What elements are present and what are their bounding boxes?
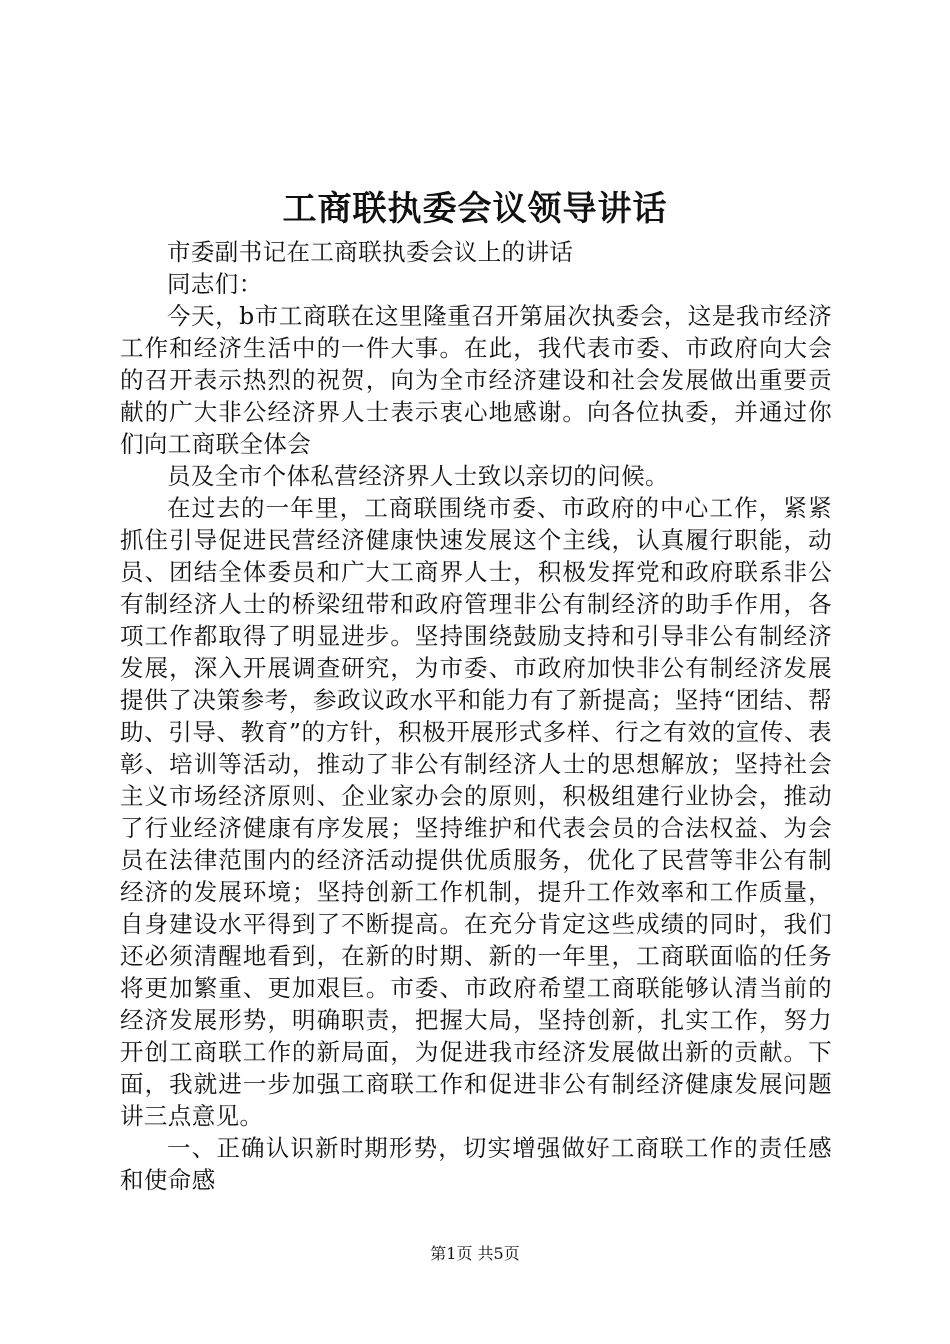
- speech-subtitle: 市委副书记在工商联执委会议上的讲话: [167, 238, 574, 266]
- document-body: [120, 236, 832, 1196]
- paragraph-3: 在过去的一年里，工商联围绕市委、市政府的中心工作，紧紧抓住引导促进民营经济健康快速发展这个主线，认真履行职能，动员、团结全体委员和广大工商界人士，积极发挥党和政府联系非公有制经济人士的桥梁纽带和政府管理非公有制经济的助手作用，各项工作都取得了明显进步。坚持围绕鼓励支持和引导非公有制经济发展，深入开展调查研究，为市委、市政府加快非公有制经济发展提供了决策参考，参政议政水平和能力有了新提高；坚持“团结、帮助、引导、教育”的方针，积极开展形式多样、行之有效的宣传、表彰、培训等活动，推动了非公有制经济人士的思想解放；坚持社会主义市场经济原则、企业家办会的原则，积极组建行业协会，推动了行业经济健康有序发展；坚持维护和代表会员的合法权益、为会员在法律范围内的经济活动提供优质服务，优化了民营等非公有制经济的发展环境；坚持创新工作机制，提升工作效率和工作质量，自身建设水平得到了不断提高。在充分肯定这些成绩的同时，我们还必须清醒地看到，在新的时期、新的一年里，工商联面临的任务将更加繁重、更加艰巨。市委、市政府希望工商联能够认清当前的经济发展形势，明确职责，把握大局，坚持创新，扎实工作，努力开创工商联工作的新局面，为促进我市经济发展做出新的贡献。下面，我就进一步加强工商联工作和促进非公有制经济健康发展问题讲三点意见。: [120, 494, 832, 1130]
- page-number-footer: 第1页 共5页: [430, 1244, 520, 1263]
- section-heading-1: 一、正确认识新时期形势，切实增强做好工商联工作的责任感和使命感: [120, 1134, 832, 1194]
- salutation: 同志们：: [167, 270, 263, 298]
- paragraph-1: 今天，b市工商联在这里隆重召开第届次执委会，这是我市经济工作和经济生活中的一件大事。在此，我代表市委、市政府向大会的召开表示热烈的祝贺，向为全市经济建设和社会发展做出重要贡献的广大非公经济界人士表示衷心地感谢。向各位执委，并通过你们向工商联全体会: [120, 302, 832, 458]
- document-title: 工商联执委会议领导讲话: [282, 189, 668, 229]
- paragraph-2: 员及全市个体私营经济界人士致以亲切的问候。: [167, 462, 669, 490]
